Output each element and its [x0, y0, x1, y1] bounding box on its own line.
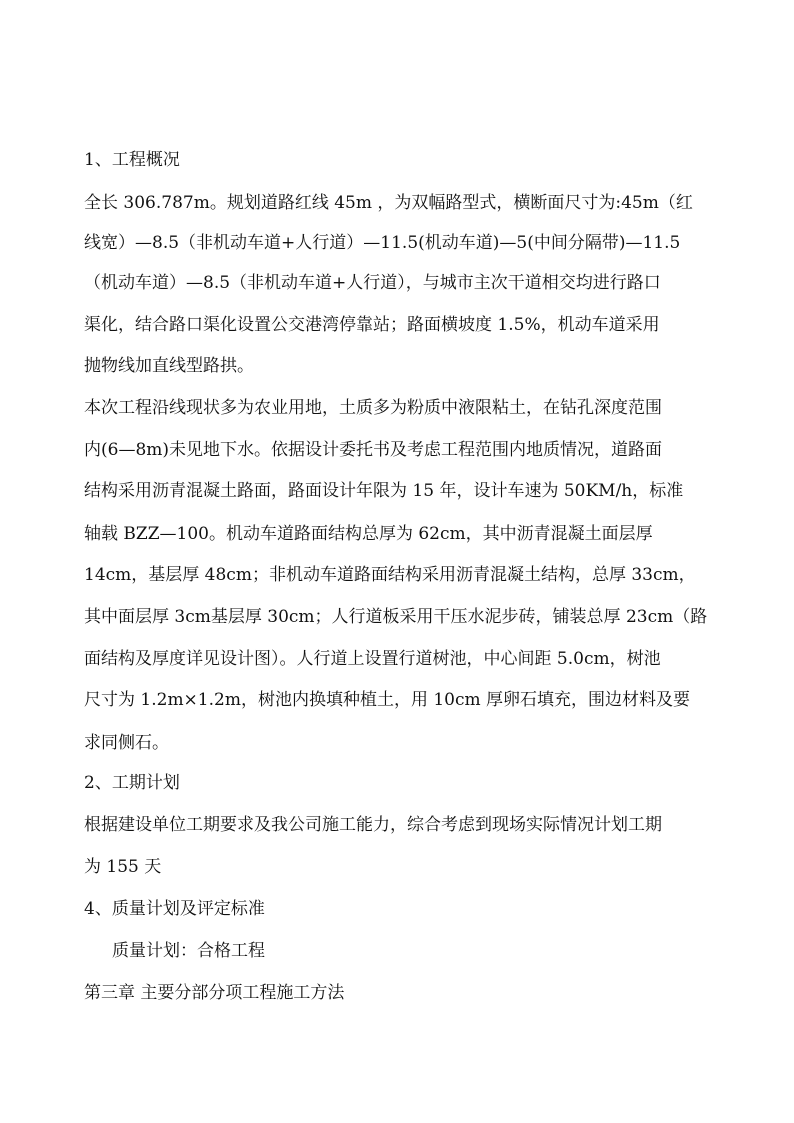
chapter-heading: 第三章 主要分部分项工程施工方法: [84, 983, 345, 1003]
body-text-line: 线宽）—8.5（非机动车道+人行道）—11.5(机动车道)—5(中间分隔带)—11.5: [84, 233, 681, 253]
body-text-line: 轴载 BZZ—100。机动车道路面结构总厚为 62cm，其中沥青混凝土面层厚: [84, 524, 653, 544]
body-text-line: 本次工程沿线现状多为农业用地，土质多为粉质中液限粘土，在钻孔深度范围: [84, 398, 662, 418]
body-text-line: 求同侧石。: [84, 733, 169, 753]
body-text-line: 14cm，基层厚 48cm；非机动车道路面结构采用沥青混凝土结构，总厚 33cm，: [84, 565, 696, 585]
section-heading-quality: 4、质量计划及评定标准: [84, 899, 265, 919]
body-text-line: 内(6—8m)未见地下水。依据设计委托书及考虑工程范围内地质情况，道路面: [84, 440, 663, 460]
body-text-line: 为 155 天: [84, 857, 162, 877]
section-heading-overview: 1、工程概况: [84, 150, 180, 170]
body-text-line: 抛物线加直线型路拱。: [84, 356, 254, 376]
body-text-line: 质量计划：合格工程: [112, 941, 265, 961]
body-text-line: （机动车道）—8.5（非机动车道+人行道），与城市主次干道相交均进行路口: [84, 273, 661, 293]
body-text-line: 面结构及厚度详见设计图）。人行道上设置行道树池，中心间距 5.0cm，树池: [84, 649, 661, 669]
body-text-line: 其中面层厚 3cm基层厚 30cm；人行道板采用干压水泥步砖，铺装总厚 23cm（路: [84, 607, 708, 627]
body-text-line: 结构采用沥青混凝土路面，路面设计年限为 15 年，设计车速为 50KM/h，标准: [84, 481, 684, 501]
body-text-line: 根据建设单位工期要求及我公司施工能力，综合考虑到现场实际情况计划工期: [84, 815, 662, 835]
body-text-line: 渠化，结合路口渠化设置公交港湾停靠站；路面横坡度 1.5%，机动车道采用: [84, 315, 660, 335]
body-text-line: 全长 306.787m。规划道路红线 45m ，为双幅路型式，横断面尺寸为:45m（红: [84, 193, 693, 213]
section-heading-schedule: 2、工期计划: [84, 773, 180, 793]
body-text-line: 尺寸为 1.2m×1.2m，树池内换填种植土，用 10cm 厚卵石填充，围边材料及要: [84, 690, 691, 710]
